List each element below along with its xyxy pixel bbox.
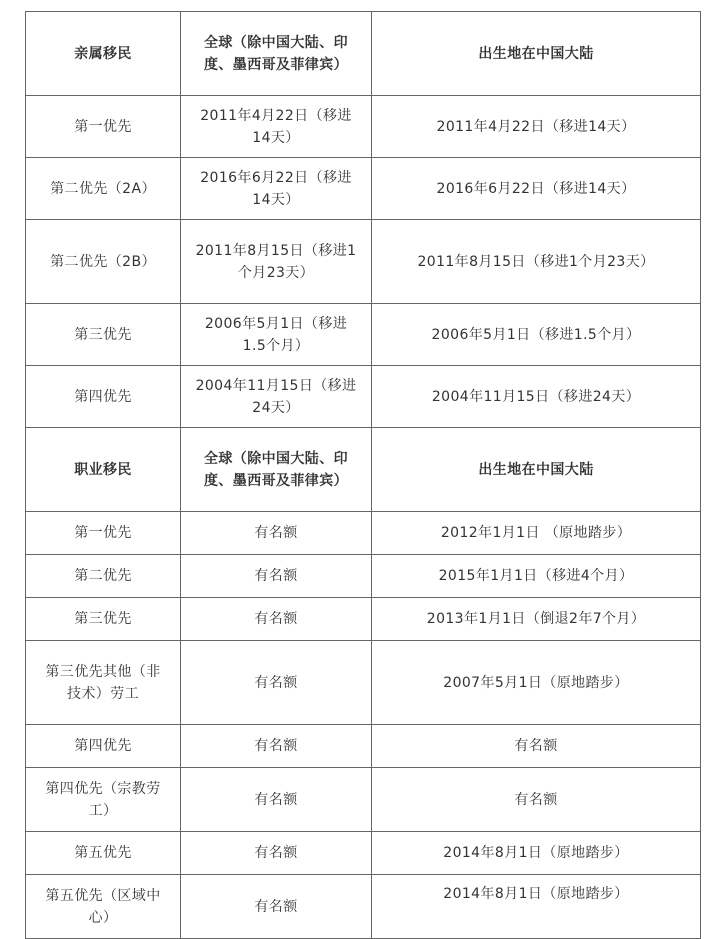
family-row-1-global: 2011年4月22日（移进14天） (181, 96, 372, 158)
employment-row-3-global: 有名额 (181, 598, 372, 641)
employment-row-3-other-global: 有名额 (181, 641, 372, 725)
family-row-3-global: 2006年5月1日（移进1.5个月） (181, 304, 372, 366)
family-row-1-china: 2011年4月22日（移进14天） (372, 96, 701, 158)
employment-row-2-category: 第二优先 (26, 555, 181, 598)
family-row-2a (26, 158, 701, 220)
visa-bulletin-table (25, 11, 701, 939)
family-row-2b (26, 220, 701, 304)
employment-row-4-global: 有名额 (181, 725, 372, 768)
employment-row-4-religious-china: 有名额 (372, 768, 701, 832)
employment-row-4-china: 有名额 (372, 725, 701, 768)
employment-row-5-regional-china: 2014年8月1日（原地踏步） (372, 875, 701, 939)
family-row-3-china: 2006年5月1日（移进1.5个月） (372, 304, 701, 366)
family-header-row (26, 12, 701, 96)
family-row-2a-global: 2016年6月22日（移进14天） (181, 158, 372, 220)
family-row-4 (26, 366, 701, 428)
family-row-4-global: 2004年11月15日（移进24天） (181, 366, 372, 428)
family-row-4-china: 2004年11月15日（移进24天） (372, 366, 701, 428)
employment-row-3-other-china: 2007年5月1日（原地踏步） (372, 641, 701, 725)
employment-row-4-religious-category: 第四优先（宗教劳工） (26, 768, 181, 832)
family-row-2a-category: 第二优先（2A） (26, 158, 181, 220)
employment-header-china: 出生地在中国大陆 (372, 428, 701, 512)
family-row-1 (26, 96, 701, 158)
employment-row-3 (26, 598, 701, 641)
family-row-2b-china: 2011年8月15日（移进1个月23天） (372, 220, 701, 304)
family-row-4-category: 第四优先 (26, 366, 181, 428)
employment-row-3-other (26, 641, 701, 725)
employment-header-global: 全球（除中国大陆、印度、墨西哥及菲律宾） (181, 428, 372, 512)
family-row-2a-china: 2016年6月22日（移进14天） (372, 158, 701, 220)
employment-row-5-china: 2014年8月1日（原地踏步） (372, 832, 701, 875)
employment-row-1-category: 第一优先 (26, 512, 181, 555)
family-header-china: 出生地在中国大陆 (372, 12, 701, 96)
employment-row-1 (26, 512, 701, 555)
employment-header-category: 职业移民 (26, 428, 181, 512)
employment-row-2-china: 2015年1月1日（移进4个月） (372, 555, 701, 598)
family-header-global: 全球（除中国大陆、印度、墨西哥及菲律宾） (181, 12, 372, 96)
employment-row-5-global: 有名额 (181, 832, 372, 875)
employment-row-3-category: 第三优先 (26, 598, 181, 641)
employment-row-2 (26, 555, 701, 598)
employment-row-3-other-category: 第三优先其他（非技术）劳工 (26, 641, 181, 725)
family-row-3-category: 第三优先 (26, 304, 181, 366)
employment-row-5-regional-category: 第五优先（区域中心） (26, 875, 181, 939)
employment-row-4-religious (26, 768, 701, 832)
employment-row-3-china: 2013年1月1日（倒退2年7个月） (372, 598, 701, 641)
family-row-2b-global: 2011年8月15日（移进1个月23天） (181, 220, 372, 304)
employment-row-5-regional (26, 875, 701, 939)
employment-row-4-category: 第四优先 (26, 725, 181, 768)
employment-row-5-regional-global: 有名额 (181, 875, 372, 939)
employment-header-row (26, 428, 701, 512)
family-row-3 (26, 304, 701, 366)
employment-row-2-global: 有名额 (181, 555, 372, 598)
employment-row-4-religious-global: 有名额 (181, 768, 372, 832)
employment-row-5-category: 第五优先 (26, 832, 181, 875)
employment-row-4 (26, 725, 701, 768)
employment-row-5 (26, 832, 701, 875)
family-row-1-category: 第一优先 (26, 96, 181, 158)
employment-row-1-global: 有名额 (181, 512, 372, 555)
employment-row-1-china: 2012年1月1日 （原地踏步） (372, 512, 701, 555)
family-row-2b-category: 第二优先（2B） (26, 220, 181, 304)
family-header-category: 亲属移民 (26, 12, 181, 96)
